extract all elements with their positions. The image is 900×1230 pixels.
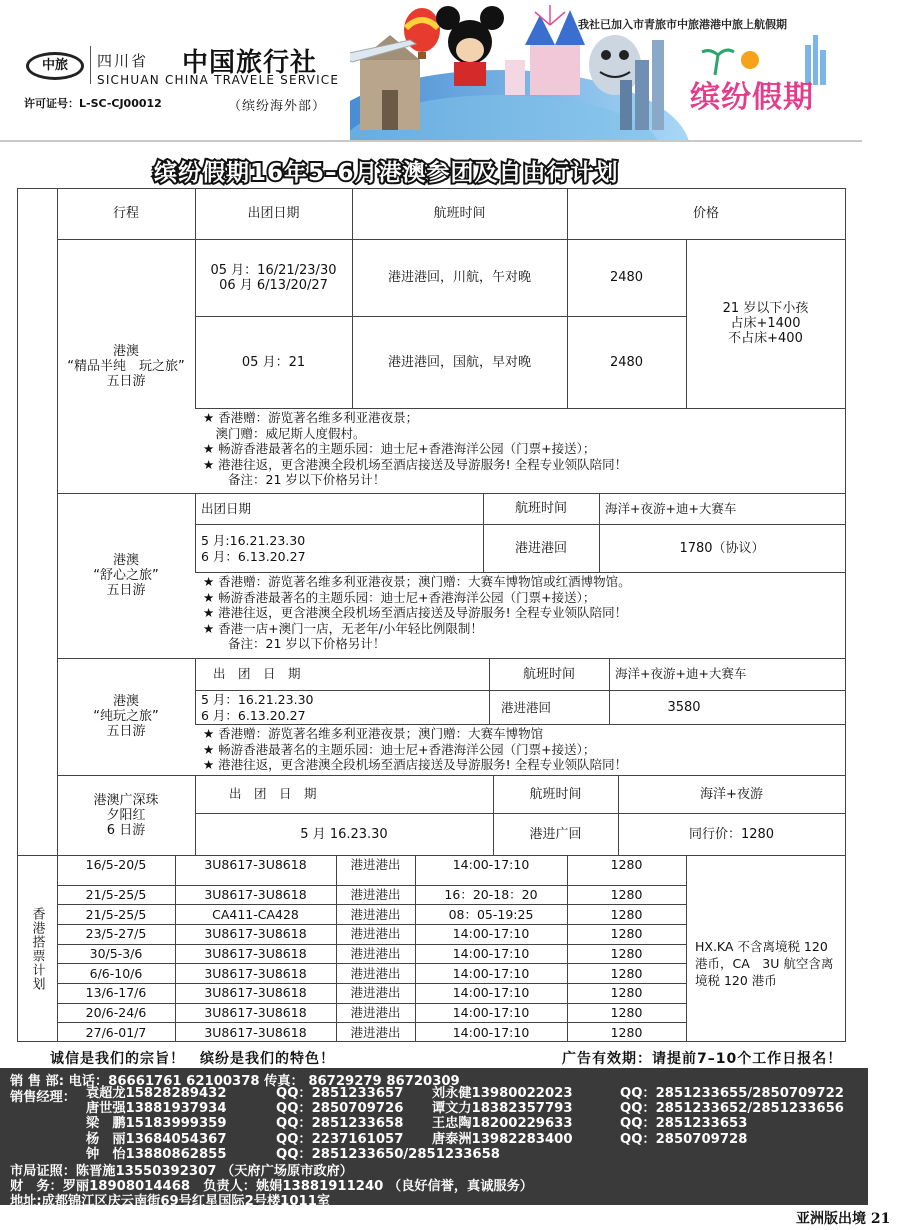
ticket-plan-label: 香港搭票计划 <box>29 906 45 991</box>
contact-qq: QQ：2851233652/2851233656 <box>620 1101 844 1117</box>
manager-label: 销售经理： <box>10 1090 76 1105</box>
route-2 <box>57 493 195 658</box>
ticket-cell: 3U8617-3U8618 <box>204 965 307 981</box>
ticket-cell: 6/6-10/6 <box>89 965 143 981</box>
route-4 <box>57 775 195 855</box>
ticket-cell: 港进港出 <box>350 886 401 902</box>
logo-divider <box>90 46 91 84</box>
ticket-cell: 1280 <box>610 926 643 942</box>
page-number: 21 <box>870 1211 891 1227</box>
t4-date: 5 月 16.23.30 <box>300 827 388 842</box>
t2-head-date: 出团日期 <box>201 500 252 516</box>
contact: 袁超龙15828289432 <box>86 1086 227 1101</box>
t1-date-1 <box>195 239 352 316</box>
child-line: 不占床+400 <box>728 331 803 346</box>
ticket-cell: 1280 <box>610 1004 643 1020</box>
contact: 钟 怡13880862855 <box>86 1146 227 1162</box>
license-number: 许可证号：L-SC-CJ00012 <box>24 97 162 110</box>
contact-footer <box>0 1068 868 1209</box>
header-date: 出团日期 <box>247 206 300 221</box>
t3-price: 3580 <box>667 700 701 715</box>
note: ★ 香港赠：游览著名维多利亚港夜景；澳门赠：大赛车博物馆或红酒博物馆。 <box>203 574 631 589</box>
t1-flight-1: 港进港回，川航，午对晚 <box>387 270 531 285</box>
ticket-cell: 港进港出 <box>350 857 401 873</box>
ticket-cell: 14:00-17:10 <box>452 985 530 1001</box>
ticket-cell: 20/6-24/6 <box>85 1004 147 1020</box>
t4-flight: 港进广回 <box>529 827 582 842</box>
contact: 刘永健13980022023 <box>432 1086 573 1101</box>
route-2-line: “舒心之旅” <box>93 568 159 583</box>
contact-qq: QQ：2850709726 <box>276 1101 404 1117</box>
contacts-col-3 <box>432 1086 573 1147</box>
t3-date <box>195 691 489 724</box>
ticket-cell: 1280 <box>610 945 643 961</box>
contact-qq: QQ：2850709728 <box>620 1131 748 1147</box>
route-4-line: 夕阳红 <box>106 807 146 823</box>
note: ★ 香港赠：游览著名维多利亚港夜景； <box>203 410 419 425</box>
contact-qq: QQ：2851233655/2850709722 <box>620 1086 844 1101</box>
note: ★ 香港赠：游览著名维多利亚港夜景；澳门赠：大赛车博物馆 <box>203 726 544 741</box>
section-name: 亚洲版出境 <box>796 1211 866 1227</box>
ticket-cell: 13/6-17/6 <box>85 985 147 1001</box>
page-footer <box>796 1208 890 1228</box>
route-1-line: 五日游 <box>106 373 146 389</box>
cts-logo: 中旅 <box>26 52 84 80</box>
note: ★ 畅游香港最著名的主题乐园：迪士尼+香港海洋公园（门票+接送）； <box>203 589 596 605</box>
note: ★ 港港往返，更含港澳全段机场至酒店接送及导游服务! 全程专业领队陪同！ <box>203 605 628 620</box>
ticket-cell: 1280 <box>610 886 643 902</box>
itinerary-table <box>17 188 846 1042</box>
header-route: 行程 <box>112 206 139 221</box>
ticket-cell: 3U8617-3U8618 <box>204 945 307 961</box>
date-line: 5 月:16.21.23.30 <box>201 533 306 548</box>
note: ★ 港港往返，更含港澳全段机场至酒店接送及导游服务! 全程专业领队陪同！ <box>203 456 628 472</box>
ticket-cell: 21/5-25/5 <box>85 886 147 902</box>
date-line: 05 月：16/21/23/30 <box>210 262 337 278</box>
t3-head-date: 出 团 日 期 <box>213 666 301 682</box>
membership-note: 我社已加入市青旅市中旅港港中旅上航假期 <box>578 18 787 31</box>
t1-notes <box>197 410 843 488</box>
ticket-cell: 3U8617-3U8618 <box>204 1004 307 1020</box>
contact-qq: QQ：2237161057 <box>276 1131 404 1147</box>
ticket-cell: 1280 <box>610 965 643 981</box>
date-line: 6 月：6.13.20.27 <box>201 707 306 723</box>
brand-logo-text: 缤纷假期 <box>690 80 814 115</box>
t3-head-price: 海洋+夜游+迪+大赛车 <box>615 666 747 682</box>
header-flight: 航班时间 <box>433 206 486 221</box>
route-3-line: 五日游 <box>106 724 146 739</box>
company-prefix: 四川省 <box>97 52 149 70</box>
child-line: 占床+1400 <box>730 316 801 331</box>
t2-notes <box>197 574 843 652</box>
t1-date-2: 05 月：21 <box>241 354 306 370</box>
ticket-cell: 23/5-27/5 <box>85 926 147 942</box>
ticket-cell: 港进港出 <box>350 926 401 942</box>
ticket-cell: 21/5-25/5 <box>85 906 147 922</box>
t2-price: 1780（协议） <box>679 541 765 556</box>
child-line: 21 岁以下小孩 <box>722 301 809 316</box>
note: ★ 香港一店+澳门一店，无老年/小年轻比例限制！ <box>203 620 483 636</box>
header-price: 价格 <box>692 206 719 221</box>
ticket-cell: 14:00-17:10 <box>452 965 530 981</box>
tax-note: HX.KA 不含离境税 120 港币，CA 3U 航空含离境税 120 港币 <box>695 939 834 988</box>
date-line: 5 月：16.21.23.30 <box>201 692 314 707</box>
mascot-icon <box>589 35 641 95</box>
note: ★ 畅游香港最著名的主题乐园：迪士尼+香港海洋公园（门票+接送）； <box>203 441 596 456</box>
ticket-cell: 1280 <box>610 906 643 922</box>
note: 备注：21 岁以下价格另计！ <box>203 472 386 487</box>
note: 澳门赠：威尼斯人度假村。 <box>203 425 366 441</box>
route-1-line: 港澳 <box>112 343 139 359</box>
sales-phone: 销 售 部: 电话：86661761 62100378 传真： 86729279 86720309 <box>10 1074 460 1089</box>
ticket-cell: 14:00-17:10 <box>452 926 530 942</box>
date-line: 6 月：6.13.20.27 <box>201 548 306 564</box>
contact: 唐泰洲13982283400 <box>432 1131 573 1147</box>
market-contact: 市局证照：陈晋施13550392307 （天府广场原市政府） <box>10 1164 353 1179</box>
company-name-en: SICHUAN CHINA TRAVELE SERVICE <box>97 73 340 87</box>
route-1-line: “精品半纯 玩之旅” <box>67 358 185 374</box>
route-3-line: “纯玩之旅” <box>93 709 159 724</box>
ticket-cell: 1280 <box>610 985 643 1001</box>
ticket-cell: 14:00-17:10 <box>452 945 530 961</box>
ticket-cell: 3U8617-3U8618 <box>204 857 307 873</box>
ticket-rows <box>57 855 686 1042</box>
ticket-cell: 港进港出 <box>350 1024 401 1040</box>
contact: 杨 丽13684054367 <box>86 1131 227 1147</box>
ticket-cell: 27/6-01/7 <box>85 1024 147 1040</box>
ticket-cell: 港进港出 <box>350 965 401 981</box>
header <box>0 0 900 140</box>
ticket-cell: 1280 <box>610 857 643 873</box>
ticket-cell: 1280 <box>610 1024 643 1040</box>
contact: 王忠陶18200229633 <box>432 1116 573 1132</box>
route-1 <box>57 239 195 493</box>
ad-validity: 广告有效期：请提前7–10个工作日报名！ <box>562 1051 843 1067</box>
ticket-cell: 30/5-3/6 <box>89 945 143 961</box>
route-4-line: 港澳广深珠 <box>93 792 159 808</box>
note: 备注：21 岁以下价格另计！ <box>203 636 386 651</box>
note: ★ 畅游香港最著名的主题乐园：迪士尼+香港海洋公园（门票+接送）； <box>203 741 596 757</box>
ticket-cell: 14:00-17:10 <box>452 857 530 873</box>
ticket-cell: 16：20-18：20 <box>444 886 538 902</box>
ticket-cell: 3U8617-3U8618 <box>204 926 307 942</box>
department: （缤纷海外部） <box>228 99 327 114</box>
ticket-cell: 港进港出 <box>350 1004 401 1020</box>
header-rule <box>0 140 862 142</box>
t4-head-flight: 航班时间 <box>529 786 582 802</box>
ticket-cell: 港进港出 <box>350 906 401 922</box>
route-3-line: 港澳 <box>112 694 139 709</box>
child-price <box>686 239 845 408</box>
contact: 唐世强13881937934 <box>86 1101 227 1117</box>
company-name: 中国旅行社 <box>182 48 318 78</box>
ticket-cell: 港进港出 <box>350 985 401 1001</box>
ticket-cell: 16/5-20/5 <box>85 857 147 873</box>
t4-head-date: 出 团 日 期 <box>229 786 317 802</box>
slogan-left: 诚信是我们的宗旨！ 缤纷是我们的特色！ <box>50 1051 335 1067</box>
route-2-line: 港澳 <box>112 553 139 568</box>
t4-head-price: 海洋+夜游 <box>700 786 763 802</box>
t2-flight: 港进港回 <box>514 541 567 556</box>
address: 地址:成都锦江区庆云南街69号红星国际2号楼1011室 <box>10 1194 331 1209</box>
ticket-cell: CA411-CA428 <box>212 906 299 922</box>
route-3 <box>57 658 195 775</box>
ticket-cell: 08：05-19:25 <box>448 906 534 922</box>
contact-qq: QQ：2851233657 <box>276 1086 404 1101</box>
brand-sun-icon <box>741 51 759 69</box>
contact-qq: QQ：2851233658 <box>276 1116 404 1132</box>
t3-flight: 港进港回 <box>501 699 552 715</box>
t3-head-flight: 航班时间 <box>522 666 575 682</box>
t4-price: 同行价：1280 <box>688 827 775 842</box>
contact: 梁 鹏15183999359 <box>86 1116 227 1132</box>
contact-qq: QQ：2851233650/2851233658 <box>276 1146 500 1162</box>
t3-notes <box>197 726 843 773</box>
t2-date <box>195 525 483 572</box>
finance-contact: 财 务：罗丽18908014468 负责人：姚娟13881911240 （良好信誉，真诚服务） <box>10 1179 533 1194</box>
ticket-cell: 3U8617-3U8618 <box>204 985 307 1001</box>
contacts-col-4 <box>620 1086 844 1147</box>
ticket-cell: 3U8617-3U8618 <box>204 1024 307 1040</box>
t1-price-1: 2480 <box>609 270 644 285</box>
t2-head-price: 海洋+夜游+迪+大赛车 <box>605 500 737 516</box>
route-2-line: 五日游 <box>106 583 146 598</box>
t2-head-flight: 航班时间 <box>514 501 567 516</box>
contact: 谭文力18382357793 <box>432 1101 573 1117</box>
page-title: 缤纷假期16年5–6月港澳参团及自由行计划 <box>154 160 619 186</box>
ticket-cell: 港进港出 <box>350 945 401 961</box>
ticket-cell: 14:00-17:10 <box>452 1024 530 1040</box>
t1-price-2: 2480 <box>609 354 644 370</box>
t1-flight-2: 港进港回，国航，早对晚 <box>387 354 531 370</box>
contact-qq: QQ：2851233653 <box>620 1116 748 1132</box>
contacts-col-1 <box>86 1086 227 1162</box>
route-4-line: 6 日游 <box>106 822 146 838</box>
date-line: 06 月 6/13/20/27 <box>219 277 328 293</box>
ticket-cell: 14:00-17:10 <box>452 1004 530 1020</box>
note: ★ 港港往返，更含港澳全段机场至酒店接送及导游服务! 全程专业领队陪同！ <box>203 757 628 772</box>
ticket-cell: 3U8617-3U8618 <box>204 886 307 902</box>
